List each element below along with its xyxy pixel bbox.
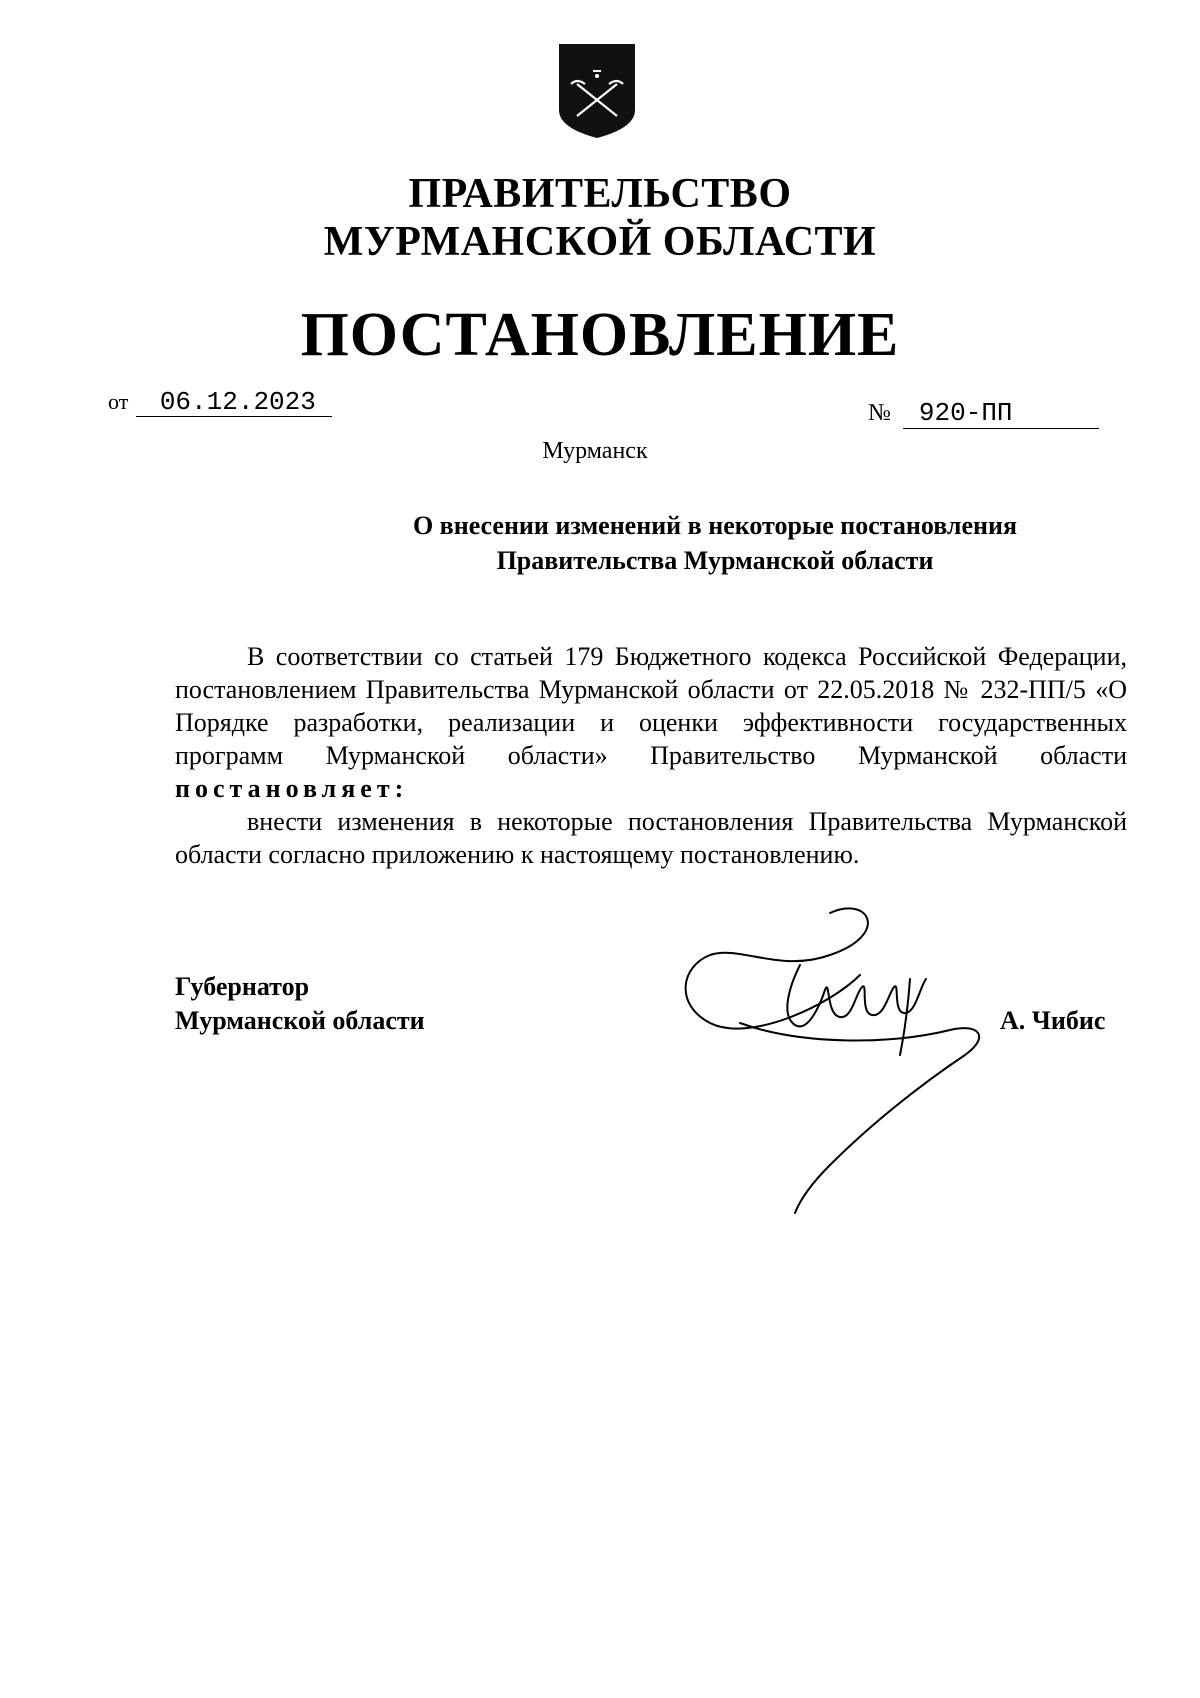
- date-value: 06.12.2023: [136, 388, 332, 417]
- date-prefix: от: [108, 389, 129, 414]
- resolves-verb: постановляет:: [175, 774, 409, 803]
- city-name: Мурманск: [542, 438, 648, 464]
- handwritten-signature: [680, 895, 1040, 1215]
- document-body: [175, 640, 1127, 871]
- document-type-title: ПОСТАНОВЛЕНИЕ: [300, 301, 900, 369]
- subject-line2: Правительства Мурманской области: [496, 546, 934, 575]
- number-value: 920-ПП: [903, 398, 1099, 429]
- organization-name-line2: МУРМАНСКОЙ ОБЛАСТИ: [323, 219, 877, 265]
- body-paragraph-resolution: внести изменения в некоторые постановления Правительства Мурманской области согласно приложению к настоящему постановлению.: [175, 807, 1127, 869]
- document-number: [868, 398, 1099, 429]
- body-paragraph-preamble: [175, 640, 1127, 805]
- signer-position-line2: Мурманской области: [175, 1006, 425, 1035]
- signer-position: [175, 970, 425, 1038]
- preamble-text: В соответствии со статьей 179 Бюджетного кодекса Российской Федерации, постановлением Правительства Мурманской области от 22.05.2018 № 232-ПП/5 «О Порядке разработки, реализации и оценки эффективности государственных программ Мурманской области» Правительство Мурманской области: [175, 642, 1127, 770]
- number-prefix: №: [868, 400, 891, 426]
- document-subject: [300, 508, 1130, 578]
- coat-of-arms-emblem: [555, 40, 639, 140]
- signer-position-line1: Губернатор: [175, 972, 310, 1001]
- document-date: [108, 388, 332, 417]
- organization-name-line1: ПРАВИТЕЛЬСТВО: [408, 171, 792, 217]
- signer-name: А. Чибис: [1000, 1006, 1106, 1035]
- subject-line1: О внесении изменений в некоторые постановления: [412, 511, 1018, 540]
